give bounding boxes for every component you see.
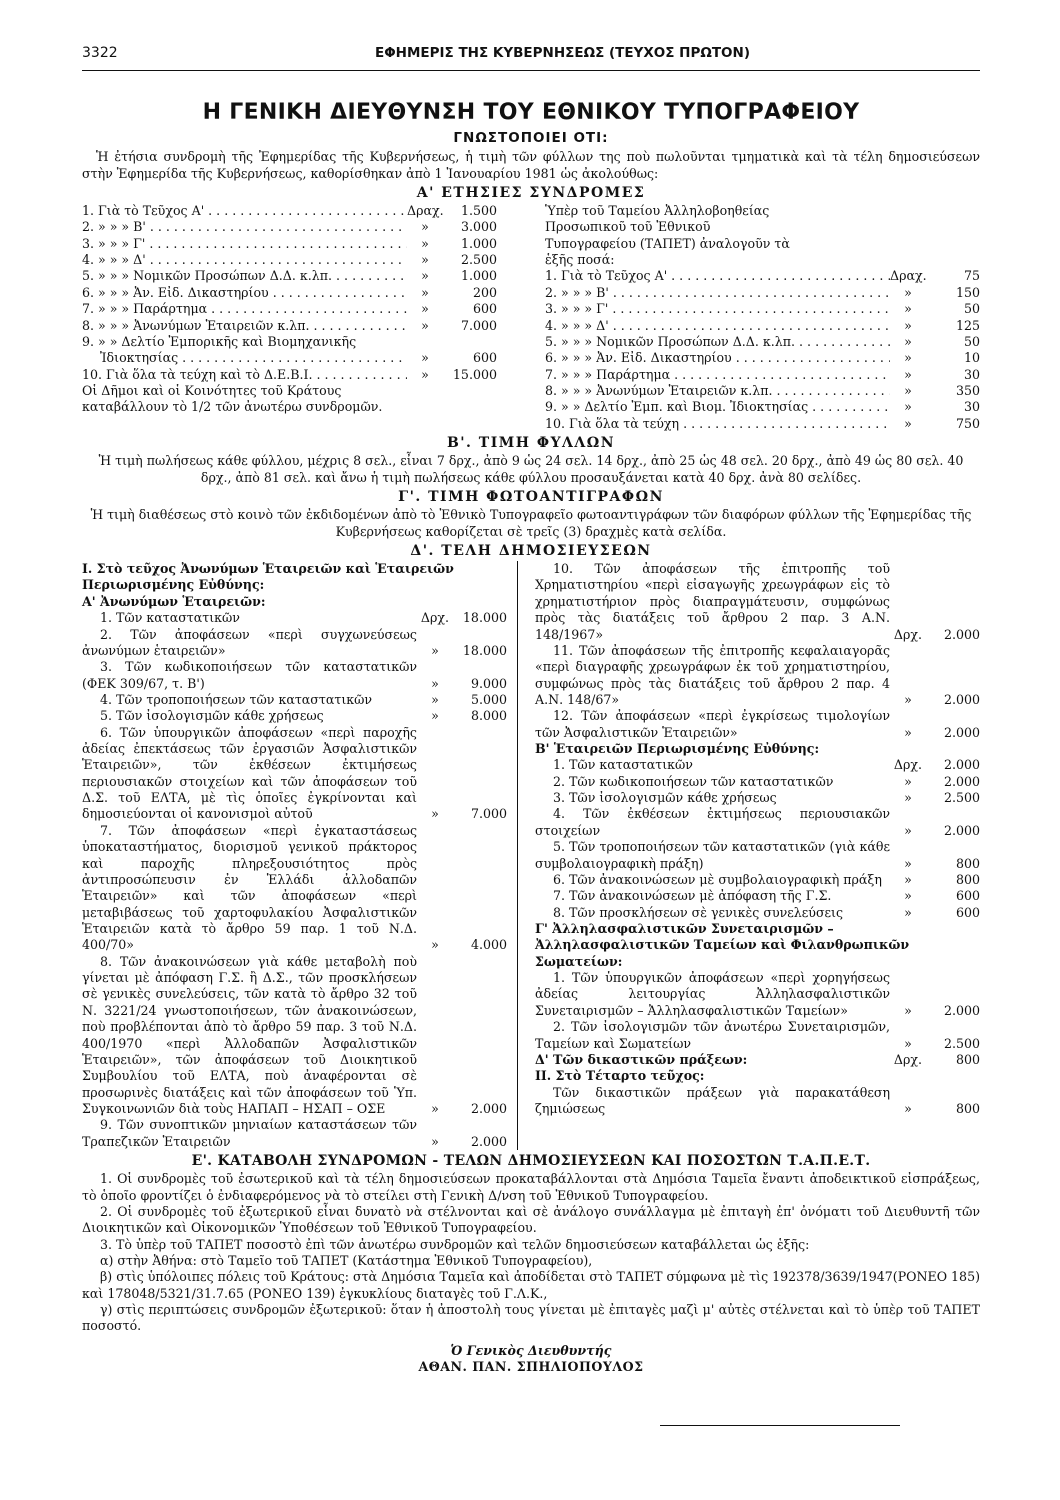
mutual-funds-heading: Γ' Ἀλληλασφαλιστικῶν Συνεταιρισμῶν – Ἀλληλασφαλιστικῶν Ταμείων καὶ Φιλανθρωπικῶν Σωματείων: [535, 920, 910, 969]
llc-heading: Β' Ἑταιρειῶν Περιωρισμένης Εὐθύνης: [535, 741, 820, 757]
main-title: Η ΓΕΝΙΚΗ ΔΙΕΥΘΥΝΣΗ ΤΟΥ ΕΘΝΙΚΟΥ ΤΥΠΟΓΡΑΦΕΙΟΥ [202, 100, 860, 125]
list-item: 1. Τῶν καταστατικῶν Δρχ. 18.000 [100, 610, 507, 626]
list-item: 1. Γιὰ τὸ Τεῦχος Α' . . . Δραχ. 1.500 [82, 203, 497, 219]
section-c-heading: Γ'. ΤΙΜΗ ΦΩΤΟΑΝΤΙΓΡΑΦΩΝ [398, 488, 664, 505]
journal-title: ΕΦΗΜΕΡΙΣ ΤΗΣ ΚΥΒΕΡΝΗΣΕΩΣ (ΤΕΥΧΟΣ ΠΡΩΤΟΝ) [374, 45, 750, 61]
list-item: 4. Τῶν ἐκθέσεων ἐκτιμήσεως περιουσιακῶν στοιχείων » 2.000 [535, 806, 980, 838]
fees-left-subheading: Α' Ἀνωνύμων Ἑταιρειῶν: [82, 593, 266, 609]
list-item: 3. » » » Γ' . . . » 50 [545, 301, 980, 317]
list-item: 5. » » » Νομικῶν Προσώπων Δ.Δ. κ.λπ. . . . » 1.000 [82, 268, 497, 284]
list-item: Δ' Τῶν δικαστικῶν πράξεων: Δρχ. 800 [535, 1051, 980, 1067]
document-page [82, 44, 980, 1376]
list-item: 9. » » Δελτίο Ἐμπορικῆς καὶ Βιομηχανικῆς Ἰδιοκτησίας . . . » 600 [82, 334, 497, 367]
fees-left-heading: Ι. Στὸ τεῦχος Ἀνωνύμων Ἑταιρειῶν καὶ Ἑταιρειῶν Περιωρισμένης Εὐθύνης: [82, 561, 454, 593]
list-item: 2. Τῶν κωδικοποιήσεων τῶν καταστατικῶν » 2.000 [553, 773, 980, 789]
list-item: 1. Τῶν ὑπουργικῶν ἀποφάσεων «περὶ χορηγήσεως ἀδείας λειτουργίας Ἀλληλασφαλιστικῶν Συνεταιρισμῶν – Ἀλληλασφαλιστικῶν Ταμείων» » 2.000 [535, 970, 980, 1018]
list-item: 3. Τῶν ἰσολογισμῶν κάθε χρήσεως » 2.500 [553, 790, 980, 806]
section-b-heading: Β'. ΤΙΜΗ ΦΥΛΛΩΝ [446, 435, 616, 452]
list-item: 7. » » » Παράρτημα . . . » 30 [545, 367, 980, 383]
list-item: Τῶν δικαστικῶν πράξεων γιὰ παρακατάθεση ζημιώσεως » 800 [535, 1084, 980, 1116]
section-a-columns [82, 203, 980, 432]
fees-left-column [82, 561, 518, 1150]
signature-block [82, 1343, 980, 1376]
list-item: 9. » » Δελτίο Ἐμπ. καὶ Βιομ. Ἰδιοκτησίας . . . » 30 [545, 399, 980, 415]
list-item: 3. » » » Γ' . . . » 1.000 [82, 236, 497, 252]
section-c-text: Ἡ τιμὴ διαθέσεως στὸ κοινὸ τῶν ἐκδιδομένων ἀπὸ τὸ Ἐθνικὸ Τυπογραφεῖο φωτοαντιγράφων τῶν διαφόρων φύλλων τῆς Ἐφημερίδας τῆς Κυβερνήσεως καθορίζεται σὲ τρεῖς (3) δραχμὲς κατὰ σελίδα. [90, 507, 972, 539]
page-number: 3322 [82, 45, 118, 61]
list-item: 2. » » » Β' . . . » 150 [545, 285, 980, 301]
page-header [82, 44, 980, 71]
list-item: 6. Τῶν ὑπουργικῶν ἀποφάσεων «περὶ παροχῆς ἀδείας ἐπεκτάσεως τῶν ἐργασιῶν Ἀσφαλιστικῶν Ἑταιρειῶν», τῶν ἐκθέσεων ἐκτιμήσεως περιουσιακῶν στοιχείων καὶ τῶν ἀποφάσεων τοῦ Δ.Σ. τοῦ ΕΛΤΑ, μὲ τὶς ὁποῖες ἐγκρίνονται καὶ δημοσιεύονται οἱ κανονισμοὶ αὐτοῦ » 7.000 [82, 724, 507, 822]
list-item: 2. » » » Β' . . . » 3.000 [82, 219, 497, 235]
list-item: 2. Τῶν ἰσολογισμῶν τῶν ἀνωτέρω Συνεταιρισμῶν, Ταμείων καὶ Σωματείων » 2.500 [535, 1019, 980, 1051]
list-item: 6. » » » Ἀν. Εἰδ. Δικαστηρίου . . . » 10 [545, 350, 980, 366]
payment-paragraph-3a: α) στὴν Ἀθήνα: στὸ Ταμεῖο τοῦ ΤΑΠΕΤ (Κατάστημα Ἐθνικοῦ Τυπογραφείου), [100, 1253, 593, 1268]
municipal-note: Οἱ Δῆμοι καὶ οἱ Κοινότητες τοῦ Κράτους καταβάλλουν τὸ 1/2 τῶν ἀνωτέρω συνδρομῶν. [82, 383, 383, 415]
list-item: 8. » » » Ἀνωνύμων Ἑταιρειῶν κ.λπ. . . . » 7.000 [82, 318, 497, 334]
signature-role: Ὁ Γενικὸς Διευθυντής [450, 1342, 612, 1358]
payment-paragraph-3c: γ) στὶς περιπτώσεις συνδρομῶν ἐξωτερικοῦ: ὅταν ἡ ἀποστολὴ τους γίνεται μὲ ἐπιταγὲς μαζὶ μ' αὐτὲς στέλνεται καὶ τὸ ὑπὲρ τοῦ ΤΑΠΕΤ ποσοστό. [82, 1302, 980, 1334]
list-item: 7. » » » Παράρτημα . . . » 600 [82, 301, 497, 317]
subscription-list-left [82, 203, 497, 432]
list-item: 5. Τῶν τροποποιήσεων τῶν καταστατικῶν (γιὰ κάθε συμβολαιογραφικὴ πράξη) » 800 [535, 839, 980, 871]
section-a-heading: Α' ΕΤΗΣΙΕΣ ΣΥΝΔΡΟΜΕΣ [416, 184, 646, 201]
list-item: 6. » » » Ἀν. Εἰδ. Δικαστηρίου . . . » 200 [82, 285, 497, 301]
payment-paragraph-3: 3. Τὸ ὑπὲρ τοῦ ΤΑΠΕΤ ποσοστὸ ἐπὶ τῶν ἀνωτέρω συνδρομῶν καὶ τελῶν δημοσιεύσεων καταβάλλεται ὡς ἑξῆς: [100, 1236, 810, 1252]
fees-right-column [535, 561, 980, 1150]
list-item: 12. Τῶν ἀποφάσεων «περὶ ἐγκρίσεως τιμολογίων τῶν Ἀσφαλιστικῶν Ἑταιρειῶν» » 2.000 [535, 708, 980, 740]
intro-paragraph: Ἡ ἐτήσια συνδρομὴ τῆς Ἐφημερίδας τῆς Κυβερνήσεως, ἡ τιμὴ τῶν φύλλων της ποὺ πωλοῦνται τμηματικὰ καὶ τὰ τέλη δημοσιεύσεων στὴν Ἐφημερίδα τῆς Κυβερνήσεως, καθορίσθηκαν ἀπὸ 1 Ἰανουαρίου 1981 ὡς ἀκολούθως: [82, 149, 980, 181]
list-item: 5. Τῶν ἰσολογισμῶν κάθε χρήσεως » 8.000 [100, 708, 507, 724]
list-item: 7. Τῶν ἀποφάσεων «περὶ ἐγκαταστάσεως ὑποκαταστήματος, διορισμοῦ γενικοῦ πράκτορος καὶ παροχῆς πληρεξουσιότητος πρὸς ἀντιπροσώπευσιν ἐν Ἑλλάδι ἀλλοδαπῶν Ἑταιρειῶν» καὶ τῶν ἀποφάσεων «περὶ μεταβιβάσεως τοῦ χαρτοφυλακίου Ἀσφαλιστικῶν Ἑταιρειῶν κατὰ τὸ ἄρθρο 59 παρ. 1 τοῦ Ν.Δ. 400/70» » 4.000 [82, 822, 507, 953]
tapet-intro: Ὑπὲρ τοῦ Ταμείου Ἀλληλοβοηθείας Προσωπικοῦ τοῦ Ἐθνικοῦ Τυπογραφείου (ΤΑΠΕΤ) ἀναλογοῦν τὰ ἑξῆς ποσά: [545, 203, 790, 268]
subtitle: ΓΝΩΣΤΟΠΟΙΕΙ ΟΤΙ: [453, 129, 609, 146]
list-item: 1. Τῶν καταστατικῶν Δρχ. 2.000 [553, 757, 980, 773]
list-item: 8. Τῶν ἀνακοινώσεων γιὰ κάθε μεταβολὴ ποὺ γίνεται μὲ ἀπόφαση Γ.Σ. ἢ Δ.Σ., τῶν προσκλήσεων σὲ γενικὲς συνελεύσεις, τῶν κατὰ τὸ ἄρθρο 32 τοῦ Ν. 3221/24 γνωστοποιήσεων, τῶν ἀνακοινώσεων, ποὺ προβλέπονται ἀπὸ τὸ ἄρθρο 59 παρ. 3 τοῦ Ν.Δ. 400/1970 «περὶ Ἀλλοδαπῶν Ἀσφαλιστικῶν Ἑταιρειῶν», τῶν ἀποφάσεων τοῦ Διοικητικοῦ Συμβουλίου τοῦ ΕΛΤΑ, ποὺ ἀναφέρονται σὲ προσωρινὲς διατάξεις καὶ τῶν ἀποφάσεων τοῦ Ὑπ. Συγκοινωνιῶν διὰ τοὺς ΗΑΠΑΠ – ΗΣΑΠ – ΟΣΕ » 2.000 [82, 953, 507, 1116]
signature-name: ΑΘΑΝ. ΠΑΝ. ΣΠΗΛΙΟΠΟΥΛΟΣ [418, 1359, 644, 1375]
payment-paragraph-3b: β) στὶς ὑπόλοιπες πόλεις τοῦ Κράτους: στὰ Δημόσια Ταμεῖα καὶ ἀποδίδεται στὸ ΤΑΠΕΤ σύμφωνα μὲ τὶς 192378/3639/1947(ΡΟΝΕΟ 185) καὶ 178048/5321/31.7.65 (ΡΟΝΕΟ 139) ἐγκυκλίους διαταγὲς τοῦ Γ.Λ.Κ., [82, 1269, 981, 1301]
list-item: 8. Τῶν προσκλήσεων σὲ γενικὲς συνελεύσεις » 600 [553, 904, 980, 920]
list-item: 5. » » » Νομικῶν Προσώπων Δ.Δ. κ.λπ. . . . » 50 [545, 334, 980, 350]
list-item: 10. Γιὰ ὅλα τὰ τεύχη . . . » 750 [545, 416, 980, 432]
fourth-issue-heading: ΙΙ. Στὸ Τέταρτο τεῦχος: [535, 1068, 705, 1084]
list-item: 10. Γιὰ ὅλα τὰ τεύχη καὶ τὸ Δ.Ε.Β.Ι. . . . » 15.000 [82, 367, 497, 383]
list-item: 4. Τῶν τροποποιήσεων τῶν καταστατικῶν » 5.000 [100, 691, 507, 707]
payment-paragraph-2: 2. Οἱ συνδρομὲς τοῦ ἐξωτερικοῦ εἶναι δυνατὸ νὰ στέλνονται καὶ σὲ ἀνάλογο συνάλλαγμα μὲ ἐπιταγὴ ἐπ' ὀνόματι τοῦ Διευθυντῆ τῶν Διοικητικῶν καὶ Οἰκονομικῶν Ὑποθέσεων τοῦ Ἐθνικοῦ Τυπογραφείου. [82, 1203, 980, 1236]
footer-rule [660, 1425, 900, 1426]
list-item: 4. » » » Δ' . . . » 2.500 [82, 252, 497, 268]
list-item: 9. Τῶν συνοπτικῶν μηνιαίων καταστάσεων τῶν Τραπεζικῶν Ἑταιρειῶν » 2.000 [82, 1117, 507, 1149]
payment-paragraph-1: 1. Οἱ συνδρομὲς τοῦ ἐσωτερικοῦ καὶ τὰ τέλη δημοσιεύσεων προκαταβάλλονται στὰ Δημόσια Ταμεῖα ἔναντι ἀποδεικτικοῦ εἰσπράξεως, τὸ ὁποῖο φροντίζει ὁ ἐνδιαφερόμενος νὰ τὸ στείλει στὴ Γενικὴ Δ/νση τοῦ Ἐθνικοῦ Τυπογραφείου. [82, 1171, 980, 1203]
list-item: 10. Τῶν ἀποφάσεων τῆς ἐπιτροπῆς τοῦ Χρηματιστηρίου «περὶ εἰσαγωγῆς χρεωγράφων εἰς τὸ χρηματιστήριον πρὸς διαπραγμάτευσιν, συμφώνως πρὸς τὰς διατάξεις τοῦ ἄρθρου 2 παρ. 3 Α.Ν. 148/1967» Δρχ. 2.000 [535, 561, 980, 642]
section-d-heading: Δ'. ΤΕΛΗ ΔΗΜΟΣΙΕΥΣΕΩΝ [410, 542, 652, 559]
section-d-columns [82, 561, 980, 1150]
section-b-text: Ἡ τιμὴ πωλήσεως κάθε φύλλου, μέχρις 8 σελ., εἶναι 7 δρχ., ἀπὸ 9 ὡς 24 σελ. 14 δρχ., ἀπὸ 25 ὡς 48 σελ. 20 δρχ., ἀπὸ 49 ὡς 80 σελ. 40 δρχ., ἀπὸ 81 σελ. καὶ ἄνω ἡ τιμὴ πωλήσεως κάθε φύλλου προσαυξάνεται κατὰ 40 δρχ. ἀνὰ 80 σελίδες. [98, 453, 964, 485]
list-item: 11. Τῶν ἀποφάσεων τῆς ἐπιτροπῆς κεφαλαιαγορᾶς «περὶ διαγραφῆς χρεωγράφων ἐκ τοῦ χρηματιστηρίου, συμφώνως πρὸς τὰς διατάξεις τοῦ ἄρθρου 2 παρ. 4 Α.Ν. 148/67» » 2.000 [535, 642, 980, 707]
list-item: 7. Τῶν ἀνακοινώσεων μὲ ἀπόφαση τῆς Γ.Σ. » 600 [553, 888, 980, 904]
tapet-list-right [545, 203, 980, 432]
list-item: 8. » » » Ἀνωνύμων Ἑταιρειῶν κ.λπ. . . . » 350 [545, 383, 980, 399]
list-item: 3. Τῶν κωδικοποιήσεων τῶν καταστατικῶν (ΦΕΚ 309/67, τ. Β') » 9.000 [82, 659, 507, 691]
section-e-heading: Ε'. ΚΑΤΑΒΟΛΗ ΣΥΝΔΡΟΜΩΝ - ΤΕΛΩΝ ΔΗΜΟΣΙΕΥΣΕΩΝ ΚΑΙ ΠΟΣΟΣΤΩΝ Τ.Α.Π.Ε.Τ. [191, 1153, 871, 1170]
list-item: 2. Τῶν ἀποφάσεων «περὶ συγχωνεύσεως ἀνωνύμων ἑταιρειῶν» » 18.000 [82, 626, 507, 658]
list-item: 4. » » » Δ' . . . » 125 [545, 318, 980, 334]
list-item: 1. Γιὰ τὸ Τεῦχος Α' . . . Δραχ. 75 [545, 268, 980, 284]
list-item: 6. Τῶν ἀνακοινώσεων μὲ συμβολαιογραφικὴ πράξη » 800 [553, 871, 980, 887]
